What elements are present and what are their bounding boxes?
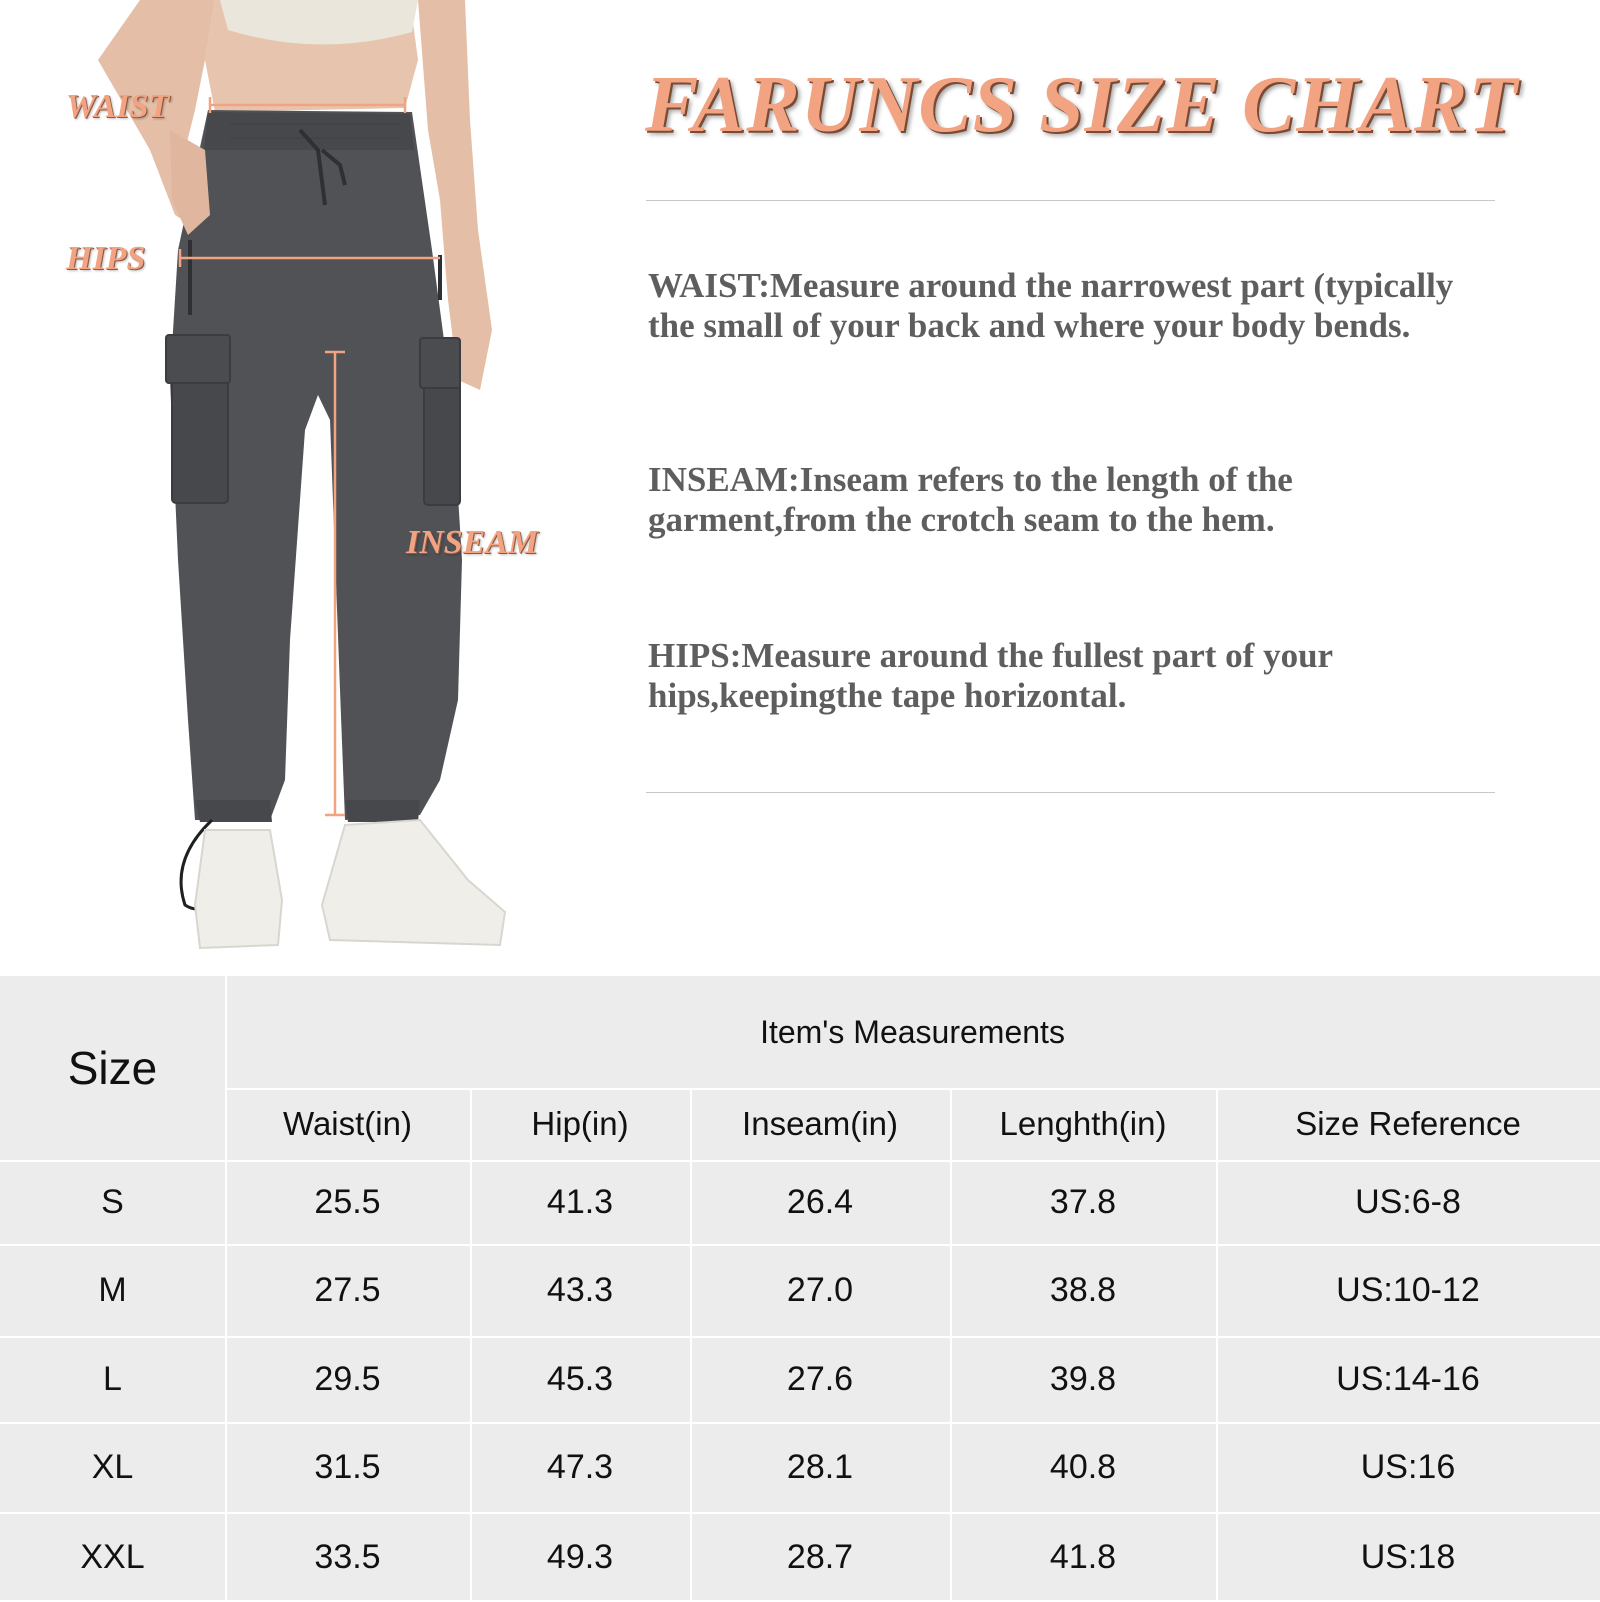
waistband — [204, 112, 414, 150]
table-cell: 45.3 — [546, 1359, 614, 1398]
column-header: Size Reference — [1295, 1105, 1521, 1142]
table-cell: US:18 — [1360, 1537, 1456, 1576]
table-cell: 31.5 — [314, 1447, 381, 1486]
grid-line — [0, 1160, 1600, 1162]
table-cell: 47.3 — [546, 1447, 614, 1486]
hips-description: HIPS:Measure around the fullest part of your hips,keepingthe tape horizontal. — [648, 636, 1333, 715]
column-header: Hip(in) — [531, 1105, 629, 1142]
inseam-label: INSEAM — [406, 524, 539, 561]
item-measurements-header: Item's Measurements — [760, 1013, 1065, 1050]
size-cell: L — [103, 1359, 122, 1398]
table-cell: 41.3 — [546, 1182, 614, 1221]
table-cell: US:16 — [1360, 1447, 1456, 1486]
table-cell: 40.8 — [1049, 1447, 1117, 1486]
top-divider — [646, 200, 1495, 201]
hips-label: HIPS — [66, 240, 146, 277]
table-cell: 27.6 — [786, 1359, 854, 1398]
grid-line — [0, 1512, 1600, 1514]
table-cell: 27.5 — [314, 1270, 381, 1309]
table-cell: 28.7 — [786, 1537, 854, 1576]
size-table — [0, 976, 1600, 1600]
table-cell: 49.3 — [546, 1537, 614, 1576]
table-cell: US:6-8 — [1355, 1182, 1461, 1221]
table-cell: 28.1 — [786, 1447, 854, 1486]
size-chart-title: FARUNCS SIZE CHART — [645, 61, 1519, 149]
table-cell: 27.0 — [786, 1270, 854, 1309]
grid-line — [950, 1088, 952, 1600]
table-cell: US:14-16 — [1336, 1359, 1480, 1398]
right-shoe — [322, 820, 505, 945]
grid-line — [225, 1088, 1600, 1090]
table-cell: 41.8 — [1049, 1537, 1117, 1576]
grid-line — [0, 1336, 1600, 1338]
inseam-description: INSEAM:Inseam refers to the length of the garment,from the crotch seam to the hem. — [648, 460, 1293, 539]
table-cell: 29.5 — [314, 1359, 381, 1398]
model-figure — [0, 0, 600, 976]
table-cell: US:10-12 — [1336, 1270, 1480, 1309]
size-column-header: Size — [67, 1042, 158, 1094]
size-cell: XL — [91, 1447, 134, 1486]
column-header: Waist(in) — [283, 1105, 412, 1142]
table-cell: 38.8 — [1049, 1270, 1117, 1309]
table-cell: 37.8 — [1049, 1182, 1117, 1221]
waist-label: WAIST — [66, 88, 170, 125]
column-header: Inseam(in) — [742, 1105, 898, 1142]
column-header: Lenghth(in) — [999, 1105, 1167, 1142]
size-cell: XXL — [80, 1537, 145, 1576]
table-cell: 25.5 — [314, 1182, 381, 1221]
grid-line — [225, 976, 227, 1600]
grid-line — [690, 1088, 692, 1600]
table-cell: 26.4 — [786, 1182, 854, 1221]
size-cell: S — [101, 1182, 124, 1221]
grid-line — [0, 1244, 1600, 1246]
size-cell: M — [98, 1270, 127, 1309]
waist-description: WAIST:Measure around the narrowest part (typically the small of your back and where your body bends. — [648, 266, 1454, 345]
left-shoe — [195, 830, 282, 948]
table-cell: 43.3 — [546, 1270, 614, 1309]
bottom-divider — [646, 792, 1495, 793]
grid-line — [1216, 1088, 1218, 1600]
table-cell: 33.5 — [314, 1537, 381, 1576]
grid-line — [0, 1422, 1600, 1424]
grid-line — [470, 1088, 472, 1600]
table-cell: 39.8 — [1049, 1359, 1117, 1398]
